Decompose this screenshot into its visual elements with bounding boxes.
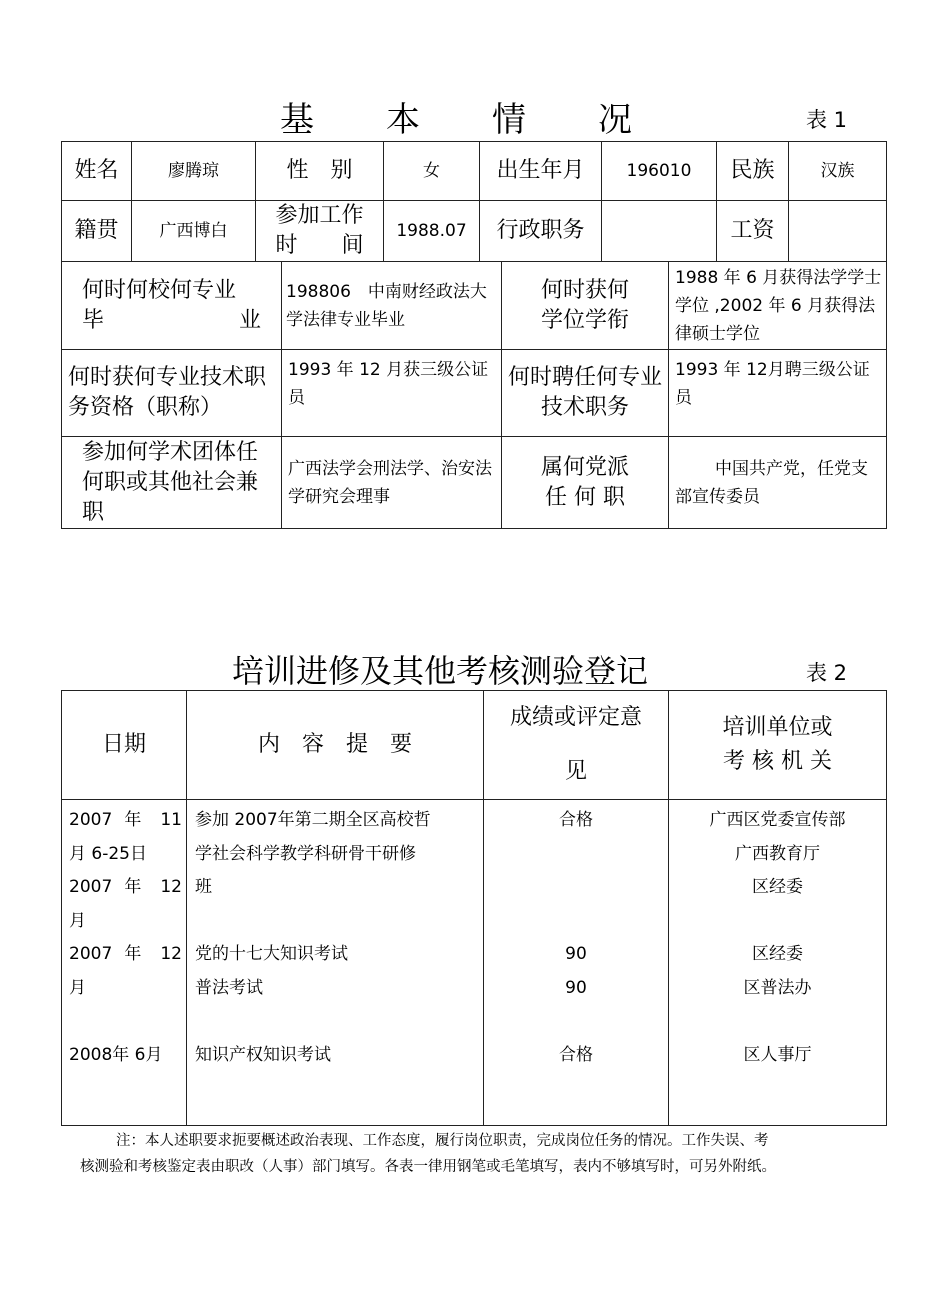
table2-title: 培训进修及其他考核测验登记 [232, 652, 649, 690]
work-time-label-line2: 时 间 [275, 233, 364, 258]
post-value [602, 201, 717, 262]
degree-value: 1988 年 6 月获得法学学士学位 ,2002 年 6 月获得法律硕士学位 [669, 262, 887, 350]
graduation-value: 198806 中南财经政法大学法律专业毕业 [282, 262, 502, 350]
content-line: 普法考试 [195, 977, 263, 998]
graduation-label-line2: 毕 业 [82, 307, 261, 333]
footnote: 注：本人述职要求扼要概述政治表现、工作态度，履行岗位职责，完成岗位任务的情况。工作失误、考核测验和考核鉴定表由职改（人事）部门填写。各表一律用钢笔或毛笔填写，表内不够填写时，可另外附纸。 [80, 1133, 776, 1175]
org-line [673, 905, 882, 939]
table1-number: 表 1 [806, 108, 848, 132]
table1-title: 基本情况 [280, 100, 704, 140]
salary-label: 工资 [717, 201, 789, 262]
native-label: 籍贯 [62, 201, 132, 262]
party-label-line1: 属何党派 [540, 454, 629, 480]
scores-column [484, 800, 669, 1126]
post-label: 行政职务 [480, 201, 602, 262]
degree-label-line2: 学位学衔 [540, 307, 629, 333]
work-time-value: 1988.07 [384, 201, 480, 262]
birth-label: 出生年月 [480, 142, 602, 201]
score-line [488, 905, 664, 939]
header-score-line1: 成绩或评定意 [509, 705, 642, 730]
org-line: 区经委 [752, 877, 803, 897]
salary-value [789, 201, 887, 262]
header-org-line1: 培训单位或 [722, 715, 833, 740]
work-time-label-line1: 参加工作 [275, 203, 364, 228]
header-score-line2: 见 [564, 759, 587, 784]
birth-value: 196010 [602, 142, 717, 201]
party-label-line2: 任 何 职 [545, 484, 625, 510]
name-label: 姓名 [62, 142, 132, 201]
native-value: 广西博白 [132, 201, 256, 262]
score-line [488, 871, 664, 905]
header-org [669, 691, 887, 800]
header-score [484, 691, 669, 800]
header-org-line2: 考 核 机 关 [723, 749, 832, 774]
org-line: 广西区党委宣传部 [709, 810, 846, 830]
org-line: 区人事厅 [743, 1044, 812, 1065]
score-line: 合格 [559, 810, 593, 830]
score-line: 90 [565, 944, 587, 964]
training-table [61, 690, 887, 1126]
contents-column [187, 800, 484, 1126]
header-content: 内 容 提 要 [187, 691, 484, 800]
work-time-label [256, 201, 384, 262]
graduation-label [62, 262, 282, 350]
degree-label-line1: 何时获何 [540, 277, 629, 303]
ethnic-value: 汉族 [789, 142, 887, 201]
org-line: 区普法办 [743, 977, 812, 998]
date-line: 月 [69, 910, 86, 931]
name-value: 廖腾琼 [132, 142, 256, 201]
gender-label: 性 别 [256, 142, 384, 201]
party-label [502, 437, 669, 529]
score-line [488, 1005, 664, 1039]
orgs-column [669, 800, 887, 1126]
content-line [195, 905, 479, 939]
graduation-label-line1: 何时何校何专业 [82, 277, 237, 303]
qualification-label: 何时获何专业技术职务资格（职称） [62, 350, 282, 437]
content-line: 参加 2007年第二期全区高校哲 [195, 810, 431, 830]
score-line: 90 [565, 977, 587, 998]
header-date: 日期 [62, 691, 187, 800]
hire-value: 1993 年 12月聘三级公证员 [669, 350, 887, 437]
content-line [195, 1005, 479, 1039]
ethnic-label: 民族 [717, 142, 789, 201]
date-line: 2007 年 12 [69, 877, 182, 897]
dates-column [62, 800, 187, 1126]
org-line: 广西教育厅 [735, 843, 820, 864]
content-line: 班 [195, 877, 212, 897]
date-line: 月 [69, 977, 86, 998]
score-line: 合格 [559, 1044, 593, 1065]
gender-value: 女 [384, 142, 480, 201]
society-value: 广西法学会刑法学、治安法学研究会理事 [282, 437, 502, 529]
degree-label [502, 262, 669, 350]
content-line: 党的十七大知识考试 [195, 944, 348, 964]
hire-label: 何时聘任何专业技术职务 [502, 350, 669, 437]
content-line: 知识产权知识考试 [195, 1044, 331, 1065]
date-line: 2007 年 11 [69, 810, 182, 830]
party-value: 中国共产党，任党支部宣传委员 [669, 437, 887, 529]
date-line [69, 1005, 182, 1039]
table2-number: 表 2 [806, 661, 848, 685]
society-label: 参加何学术团体任何职或其他社会兼职 [62, 437, 282, 529]
score-line [488, 838, 664, 872]
basic-info-table-bottom [61, 261, 887, 529]
org-line [673, 1005, 882, 1039]
date-line: 2008年 6月 [69, 1044, 163, 1065]
org-line: 区经委 [752, 944, 803, 964]
basic-info-table-top [61, 141, 887, 262]
date-line: 月 6-25日 [69, 843, 147, 864]
qualification-value: 1993 年 12 月获三级公证员 [282, 350, 502, 437]
date-line: 2007 年 12 [69, 944, 182, 964]
content-line: 学社会科学教学科研骨干研修 [195, 843, 416, 864]
